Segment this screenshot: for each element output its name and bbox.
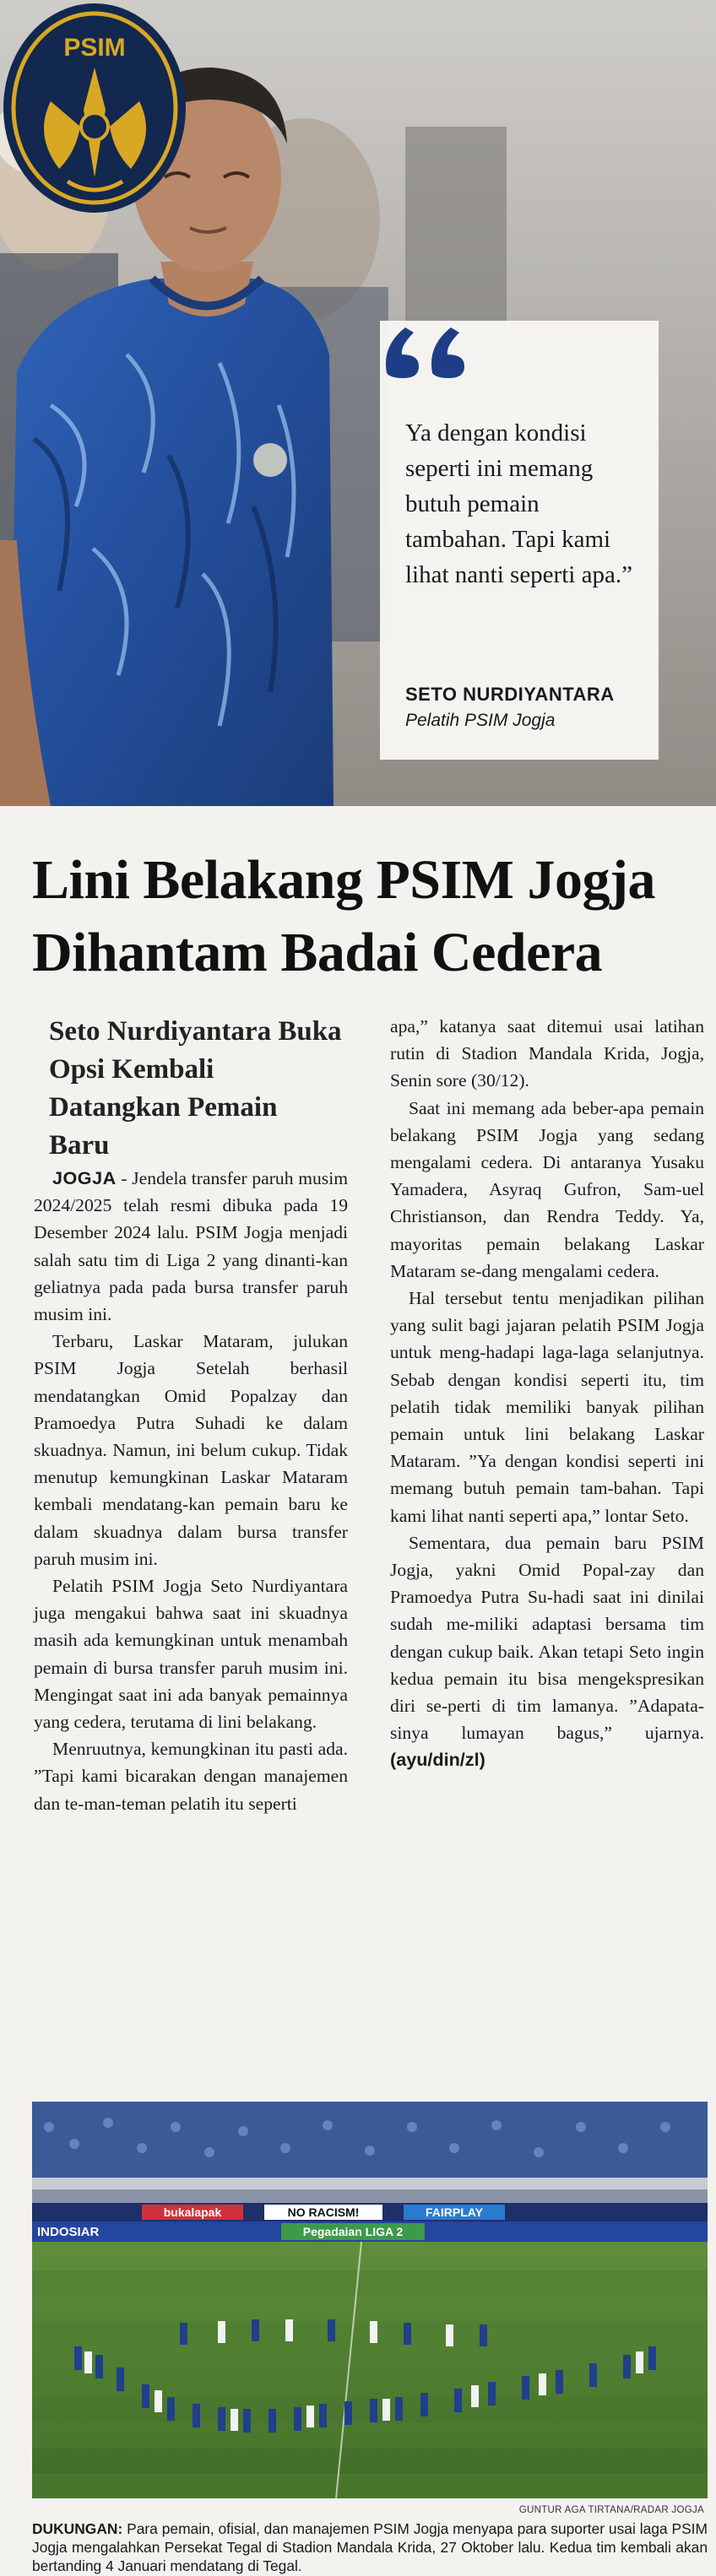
hero-photo <box>0 0 716 806</box>
article-headline: Lini Belakang PSIM Jogja Dihantam Badai Cedera <box>32 849 655 983</box>
caption-text: Para pemain, ofisial, dan manajemen PSIM Jogja menyapa para suporter usai laga PSIM Jogja mengalahkan Persekat Tegal di Stadion Mandala Krida, 27 Oktober lalu. Kedua tim kembali akan bertanding 4 Januari mendatang di Tegal. <box>32 2520 708 2574</box>
quote-speaker: SETO NURDIYANTARA <box>405 684 615 705</box>
stadium-photo <box>32 2102 708 2498</box>
psim-crest-icon <box>0 0 190 215</box>
banner-bukalapak: bukalapak <box>163 2205 222 2219</box>
quote-speaker-role: Pelatih PSIM Jogja <box>405 711 556 730</box>
article-paragraph: Terbaru, Laskar Mataram, julukan PSIM Jogja Setelah berhasil mendatangkan Omid Popalzay dan Pramoedya Putra Suhadi ke dalam skuadnya. Namun, ini belum cukup. Tidak menutup kemungkinan Laskar Mataram kembali mendatang-kan pemain baru ke dalam skuadnya dalam bursa transfer paruh musim ini. <box>34 1331 348 1569</box>
article-paragraph: Hal tersebut tentu menjadikan pilihan yang sulit bagi jajaran pelatih PSIM Jogja untuk meng-hadapi laga-laga selanjutnya. Sebab dengan kondisi seperti itu, tim pelatih tidak memiliki banyak pilihan pemain untuk lini belakang Laskar Mataram. ”Ya dengan kondisi seperti ini memang butuh pemain tam-bahan. Tapi kami lihat nanti seperti apa,” lontar Seto. <box>390 1288 704 1526</box>
caption-lead: DUKUNGAN: <box>32 2520 123 2537</box>
logo-text: PSIM <box>63 34 126 62</box>
photo-caption <box>32 2519 708 2575</box>
article-column-left <box>34 1165 348 1817</box>
banner-indosiar: INDOSIAR <box>37 2225 100 2239</box>
quote-text: Ya dengan kondisi seperti ini memang butuh pemain tambahan. Tapi kami lihat nanti seperti apa.” <box>405 419 632 588</box>
pull-quote <box>380 321 659 760</box>
banner-liga2: Pegadaian LIGA 2 <box>302 2225 404 2238</box>
author-signoff: (ayu/din/zl) <box>390 1749 485 1771</box>
article-subheadline: Seto Nurdiyantara Buka Opsi Kembali Datangkan Pemain Baru <box>49 1016 342 1161</box>
article-column-right <box>390 1013 704 1774</box>
article-paragraph: JOGJA - Jendela transfer paruh musim 2024/2025 telah resmi dibuka pada 19 Desember 2024 lalu. PSIM Jogja menjadi salah satu tim di Liga 2 yang dinanti-kan geliatnya pada pada bursa transfer paruh musim ini. <box>34 1167 348 1325</box>
dateline: JOGJA <box>52 1167 117 1188</box>
article-paragraph: Saat ini memang ada beber-apa pemain belakang PSIM Jogja yang sedang mengalami cedera. Di antaranya Yusaku Yamadera, Asyraq Gufron, Sam-uel Christianson, dan Rendra Teddy. Ya, mayoritas pemain belakang Laskar Mataram se-dang mengalami cedera. <box>390 1097 704 1281</box>
stadium-photo-illustration <box>32 2102 708 2498</box>
banner-fairplay: FAIRPLAY <box>426 2205 483 2219</box>
article-paragraph: apa,” katanya saat ditemui usai latihan rutin di Stadion Mandala Krida, Jogja, Senin sore (30/12). <box>390 1016 704 1091</box>
quote-mark-icon <box>380 321 475 380</box>
article-paragraph: Pelatih PSIM Jogja Seto Nurdiyantara juga mengakui bahwa saat ini skuadnya masih ada kemungkinan untuk menambah pemain di bursa transfer paruh musim ini. Mengingat saat ini ada banyak pemainnya yang cedera, terutama di lini belakang. <box>34 1576 348 1733</box>
article-paragraph: Menruutnya, kemungkinan itu pasti ada. ”Tapi kami bicarakan dengan manajemen dan te-man-teman pelatih itu seperti <box>34 1739 348 1814</box>
photo-credit: GUNTUR AGA TIRTANA/RADAR JOGJA <box>518 2505 704 2515</box>
article-paragraph: Sementara, dua pemain baru PSIM Jogja, yakni Omid Popal-zay dan Pramoedya Putra Su-hadi saat ini dinilai sudah me-miliki adaptasi bersama tim dengan cukup baik. Akan tetapi Seto ingin kedua pemain itu bisa mengekspresikan diri se-perti di tim lamanya. ”Adapata-sinya lumayan bagus,” ujarnya. (ayu/din/zl) <box>390 1532 704 1771</box>
banner-no-racism: NO RACISM! <box>287 2205 360 2219</box>
